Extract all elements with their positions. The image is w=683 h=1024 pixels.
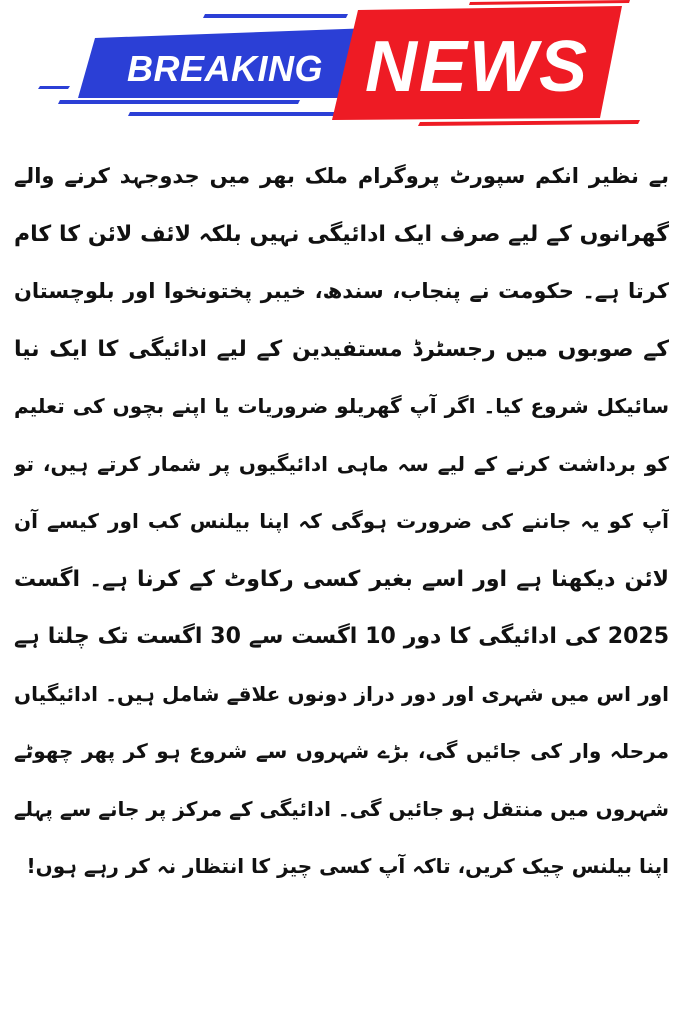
article-line: سائیکل شروع کیا۔ اگر آپ گھریلو ضروریات یا اپنے بچوں کی تعلیم — [14, 394, 669, 418]
article-line: مرحلہ وار کی جائیں گی، بڑے شہروں سے شروع ہو کر پھر چھوٹے — [14, 739, 669, 763]
speed-line — [418, 120, 640, 126]
article-line: کے صوبوں میں رجسٹرڈ مستفیدین کے لیے ادائیگی کا ایک نیا — [14, 336, 669, 362]
news-label: NEWS — [365, 27, 589, 107]
article-body — [14, 148, 669, 1008]
article-line: اور اس میں شہری اور دور دراز دونوں علاقے شامل ہیں۔ ادائیگیاں — [14, 681, 669, 706]
article-line: 2025 کی ادائیگی کا دور 10 اگست سے 30 اگست تک چلتا ہے — [14, 624, 669, 649]
article-line: بے نظیر انکم سپورٹ پروگرام ملک بھر میں جدوجہد کرنے والے — [14, 164, 669, 188]
speed-line — [203, 14, 348, 18]
speed-line — [469, 0, 630, 5]
article-line: کو برداشت کرنے کے لیے سہ ماہی ادائیگیوں پر شمار کرتے ہیں، تو — [14, 451, 669, 476]
breaking-news-banner — [0, 0, 683, 130]
article-line: شہروں میں منتقل ہو جائیں گی۔ ادائیگی کے مرکز پر جانے سے پہلے — [14, 796, 669, 821]
article-line: اپنا بیلنس چیک کریں، تاکہ آپ کسی چیز کا انتظار نہ کر رہے ہوں! — [26, 854, 669, 878]
speed-line — [128, 112, 340, 116]
article-line: گھرانوں کے لیے صرف ایک ادائیگی نہیں بلکہ لائف لائن کا کام — [14, 221, 669, 247]
speed-line — [58, 100, 300, 104]
article-line: آپ کو یہ جاننے کی ضرورت ہوگی کہ اپنا بیلنس کب اور کیسے آن — [14, 509, 669, 533]
article-line: کرتا ہے۔ حکومت نے پنجاب، سندھ، خیبر پختونخوا اور بلوچستان — [14, 279, 669, 303]
article-line: لائن دیکھنا ہے اور اسے بغیر کسی رکاوٹ کے کرنا ہے۔ اگست — [14, 566, 669, 592]
breaking-label: BREAKING — [126, 48, 323, 89]
speed-line — [38, 86, 70, 89]
